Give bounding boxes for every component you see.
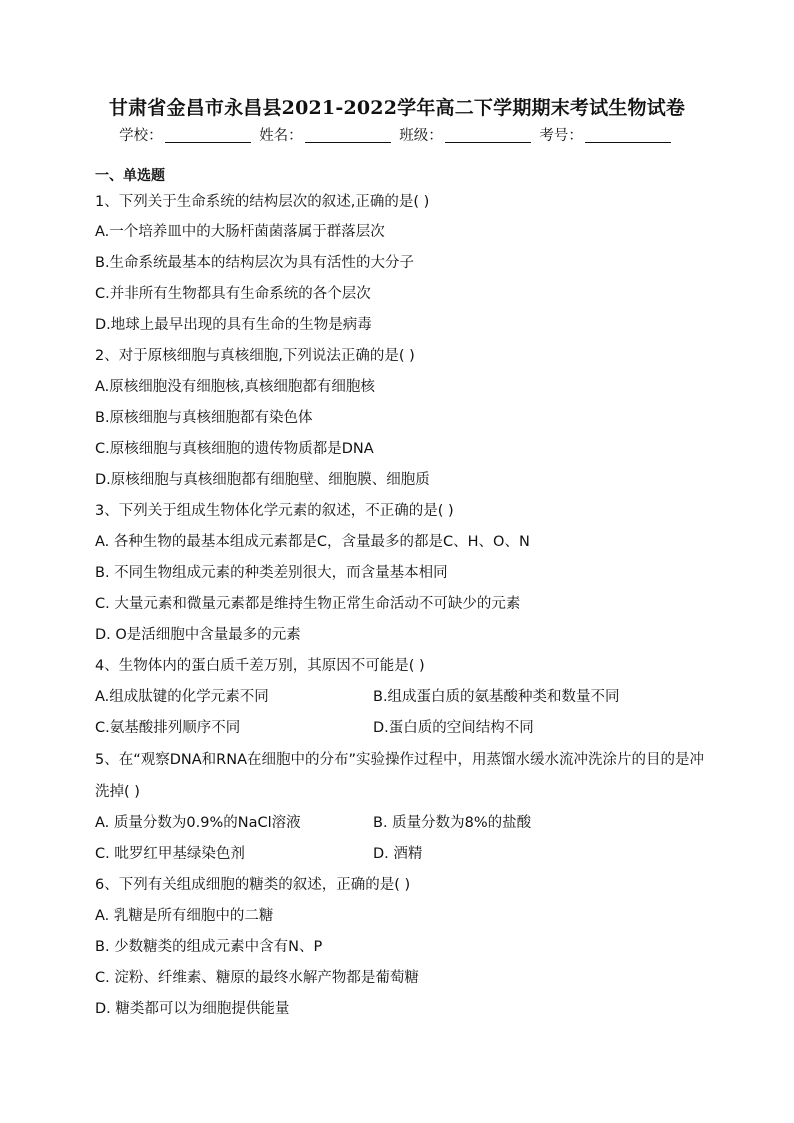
class-blank [445,126,531,143]
option: C. 淀粉、纤维素、糖原的最终水解产物都是葡萄糖 [95,970,419,986]
option: C. 大量元素和微量元素都是维持生物正常生命活动不可缺少的元素 [95,596,521,612]
option: C.氨基酸排列顺序不同 [95,720,241,736]
option: A.组成肽键的化学元素不同 [95,689,269,705]
class-label: 班级： [399,128,443,144]
school-blank [165,126,251,143]
school-label: 学校： [119,128,163,144]
exam-content [95,165,715,1025]
option: D. 酒精 [373,846,423,862]
option: B. 质量分数为8%的盐酸 [373,815,532,831]
option: D.地球上最早出现的具有生命的生物是病毒 [95,317,372,333]
question-text: 在“观察DNA和RNA在细胞中的分布”实验操作过程中，用蒸馏水缓水流冲洗涂片的目的是冲洗掉( ) [95,752,705,800]
option: A.原核细胞没有细胞核,真核细胞都有细胞核 [95,379,375,395]
question-text: 生物体内的蛋白质千差万别，其原因不可能是( ) [118,658,425,674]
option: B.生命系统最基本的结构层次为具有活性的大分子 [95,255,415,271]
option: B. 不同生物组成元素的种类差别很大，而含量基本相同 [95,565,448,581]
question-number: 5、 [95,752,119,768]
exam-number-field [539,125,671,147]
option-row [95,682,715,713]
exam-number-blank [585,126,671,143]
question-text: 下列关于生命系统的结构层次的叙述,正确的是( ) [118,194,430,210]
student-info-row [0,125,794,147]
question-5 [95,744,705,808]
option: C.并非所有生物都具有生命系统的各个层次 [95,286,371,302]
question-1 [95,187,715,217]
section-title: 一、单选题 [95,168,165,184]
option-row [95,808,715,839]
option: C.原核细胞与真核细胞的遗传物质都是DNA [95,441,374,457]
option: A. 乳糖是所有细胞中的二糖 [95,908,274,924]
question-number: 1、 [95,194,119,210]
question-text: 下列有关组成细胞的糖类的叙述，正确的是( ) [118,877,411,893]
option: C. 吡罗红甲基绿染色剂 [95,846,245,862]
option: D. O是活细胞中含量最多的元素 [95,627,301,643]
question-3 [95,496,715,527]
school-field [119,125,251,147]
exam-title: 甘肃省金昌市永昌县2021-2022学年高二下学期期末考试生物试卷 [108,97,686,119]
question-number: 3、 [95,503,119,519]
option: B.原核细胞与真核细胞都有染色体 [95,410,313,426]
option-row [95,713,715,744]
option: A. 各种生物的最基本组成元素都是C，含量最多的都是C、H、O、N [95,534,530,550]
question-2 [95,341,715,372]
class-field [399,125,531,147]
option: B. 少数糖类的组成元素中含有N、P [95,939,323,955]
question-6 [95,870,715,901]
question-text: 对于原核细胞与真核细胞,下列说法正确的是( ) [118,348,415,364]
question-number: 4、 [95,658,119,674]
name-blank [305,126,391,143]
name-field [259,125,391,147]
option: A. 质量分数为0.9%的NaCl溶液 [95,815,301,831]
option: A.一个培养皿中的大肠杆菌菌落属于群落层次 [95,224,385,240]
exam-number-label: 考号： [539,128,583,144]
option: D.蛋白质的空间结构不同 [373,720,534,736]
option: B.组成蛋白质的氨基酸种类和数量不同 [373,689,620,705]
question-number: 6、 [95,877,119,893]
question-number: 2、 [95,348,119,364]
question-text: 下列关于组成生物体化学元素的叙述，不正确的是( ) [118,503,454,519]
question-4 [95,651,715,682]
name-label: 姓名： [259,128,303,144]
option-row [95,839,715,870]
option: D.原核细胞与真核细胞都有细胞壁、细胞膜、细胞质 [95,472,430,488]
option: D. 糖类都可以为细胞提供能量 [95,1001,290,1017]
